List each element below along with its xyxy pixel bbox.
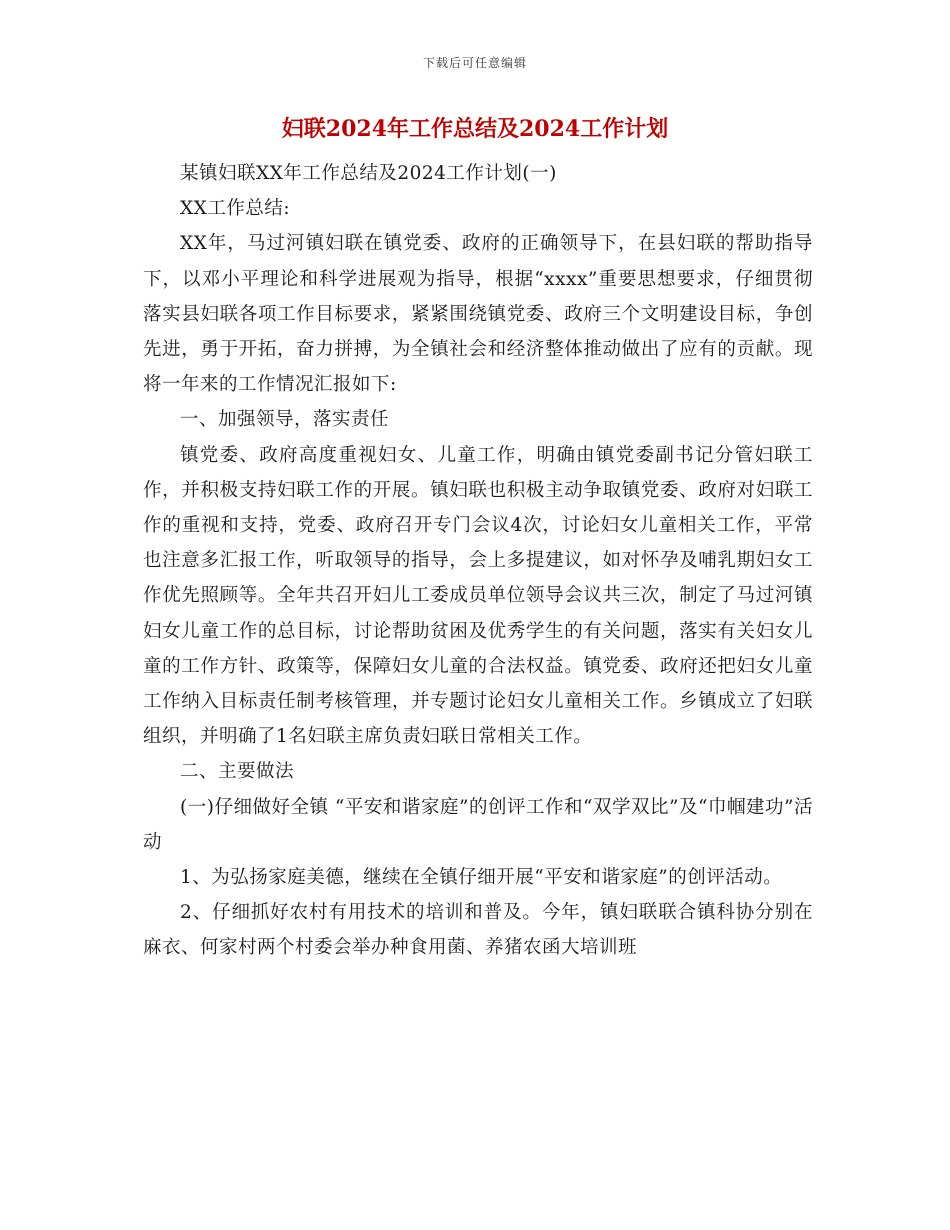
paragraph: 1、为弘扬家庭美德，继续在全镇仔细开展“平安和谐家庭”的创评活动。	[180, 867, 783, 889]
section-heading: 一、加强领导，落实责任	[180, 409, 390, 431]
document-title: 妇联2024年工作总结及2024工作计划	[281, 116, 669, 142]
paragraph: 2、仔细抓好农村有用技术的培训和普及。今年，镇妇联联合镇科协分别在麻衣、何家村两个村委会举办种食用菌、养猪农函大培训班	[143, 902, 813, 959]
paragraph: XX年，马过河镇妇联在镇党委、政府的正确领导下，在县妇联的帮助指导下，以邓小平理论和科学进展观为指导，根据“xxxx”重要思想要求，仔细贯彻落实县妇联各项工作目标要求，紧紧围绕镇党委、政府三个文明建设目标，争创先进，勇于开拓，奋力拼搏，为全镇社会和经济整体推动做出了应有的贡献。现将一年来的工作情况汇报如下:	[143, 233, 813, 396]
paragraph: 某镇妇联XX年工作总结及2024工作计划(一)	[180, 163, 557, 184]
paragraph: XX工作总结:	[180, 198, 291, 220]
paragraph: 镇党委、政府高度重视妇女、儿童工作，明确由镇党委副书记分管妇联工作，并积极支持妇联工作的开展。镇妇联也积极主动争取镇党委、政府对妇联工作的重视和支持，党委、政府召开专门会议4次，讨论妇女儿童相关工作，平常也注意多汇报工作，听取领导的指导，会上多提建议，如对怀孕及哺乳期妇女工作优先照顾等。全年共召开妇儿工委成员单位领导会议共三次，制定了马过河镇妇女儿童工作的总目标，讨论帮助贫困及优秀学生的有关问题，落实有关妇女儿童的工作方针、政策等，保障妇女儿童的合法权益。镇党委、政府还把妇女儿童工作纳入目标责任制考核管理，并专题讨论妇女儿童相关工作。乡镇成立了妇联组织，并明确了1名妇联主席负责妇联日常相关工作。	[143, 444, 813, 748]
subsection-heading: (一)仔细做好全镇 “平安和谐家庭”的创评工作和“双学双比”及“巾帼建功”活动	[143, 796, 813, 853]
section-heading: 二、主要做法	[180, 761, 295, 783]
document-body	[143, 156, 813, 966]
header-note: 下载后可任意编辑	[422, 56, 527, 70]
